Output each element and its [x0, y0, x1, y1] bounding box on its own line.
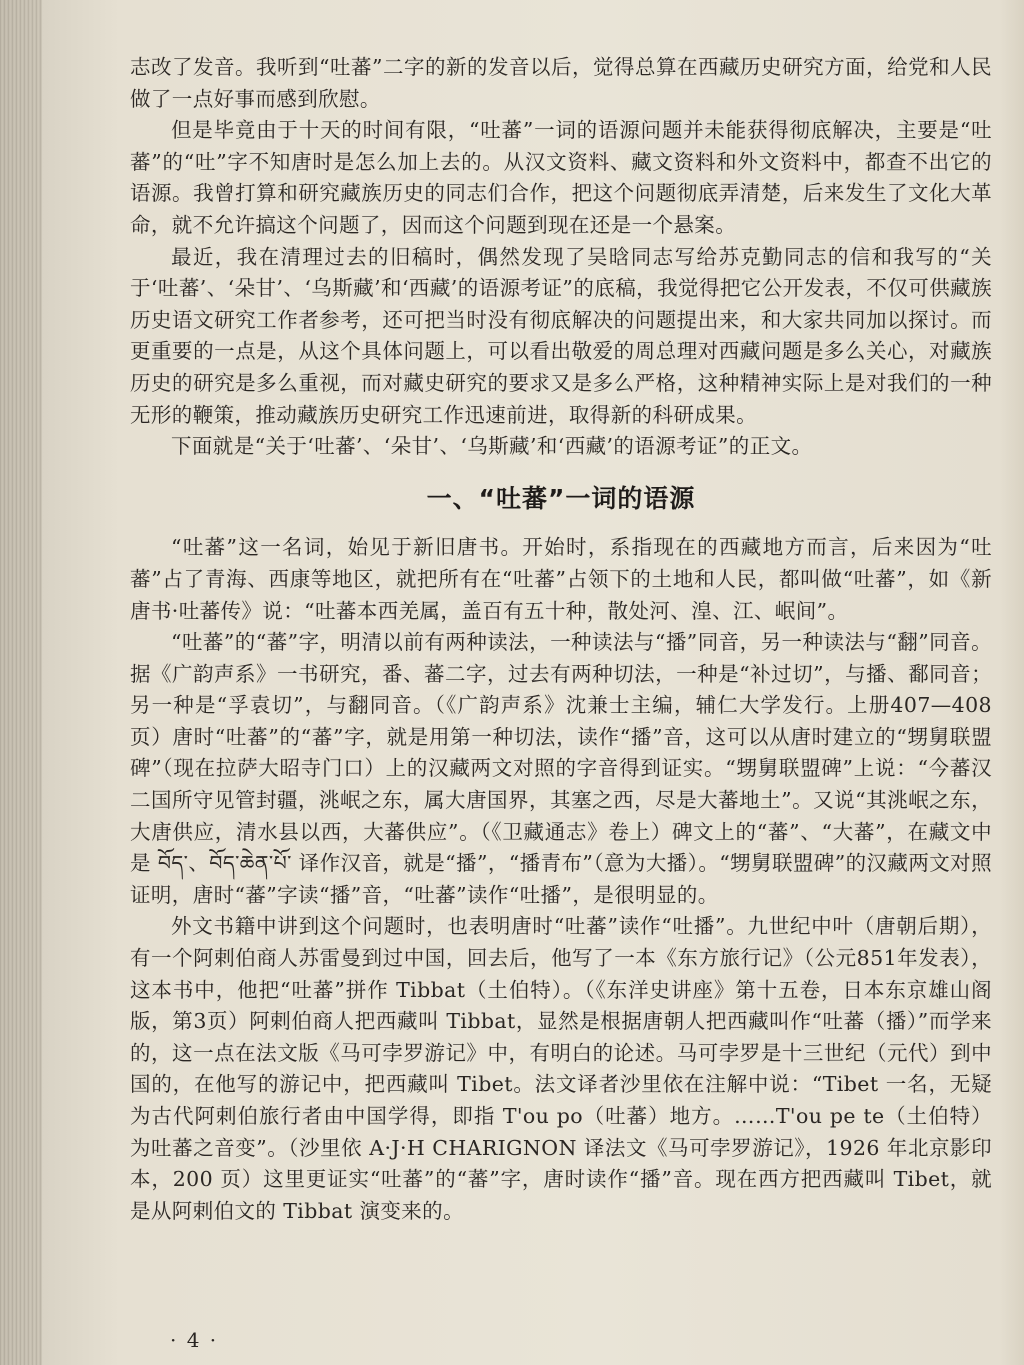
page-text-block	[130, 52, 992, 1227]
section-paragraph-2: “吐蕃”的“蕃”字，明清以前有两种读法，一种读法与“播”同音，另一种读法与“翻”同音。据《广韵声系》一书研究，番、蕃二字，过去有两种切法，一种是“补过切”，与播、鄱同音；另一种是“孚袁切”，与翻同音。（《广韵声系》沈兼士主编，辅仁大学发行。上册407—408页）唐时“吐蕃”的“蕃”字，就是用第一种切法，读作“播”音，这可以从唐时建立的“甥舅联盟碑”（现在拉萨大昭寺门口）上的汉藏两文对照的字音得到证实。“甥舅联盟碑”上说：“今蕃汉二国所守见管封疆，洮岷之东，属大唐国界，其塞之西，尽是大蕃地土”。又说“其洮岷之东，大唐供应，清水县以西，大蕃供应”。（《卫藏通志》卷上）碑文上的“蕃”、“大蕃”，在藏文中是 བོད་、བོད་ཆེན་པོ་ 译作汉音，就是“播”，“播青布”（意为大播）。“甥舅联盟碑”的汉藏两文对照证明，唐时“蕃”字读“播”音，“吐蕃”读作“吐播”，是很明显的。	[130, 630, 992, 907]
intro-paragraph-1: 但是毕竟由于十天的时间有限，“吐蕃”一词的语源问题并未能获得彻底解决，主要是“吐蕃”的“吐”字不知唐时是怎么加上去的。从汉文资料、藏文资料和外文资料中，都查不出它的语源。我曾打算和研究藏族历史的同志们合作，把这个问题彻底弄清楚，后来发生了文化大革命，就不允许搞这个问题了，因而这个问题到现在还是一个悬案。	[130, 118, 992, 237]
section-paragraph-3: 外文书籍中讲到这个问题时，也表明唐时“吐蕃”读作“吐播”。九世纪中叶（唐朝后期），有一个阿剌伯商人苏雷曼到过中国，回去后，他写了一本《东方旅行记》（公元851年发表），这本书中，他把“吐蕃”拼作 Tibbat（土伯特）。（《东洋史讲座》第十五卷，日本东京雄山阁版，第3页）阿剌伯商人把西藏叫 Tibbat，显然是根据唐朝人把西藏叫作“吐蕃（播）”而学来的，这一点在法文版《马可孛罗游记》中，有明白的论述。马可孛罗是十三世纪（元代）到中国的，在他写的游记中，把西藏叫 Tibet。法文译者沙里依在注解中说：“Tibet 一名，无疑为古代阿剌伯旅行者由中国学得，即指 T'ou po（吐蕃）地方。……T'ou pe te（土伯特）为吐蕃之音变”。（沙里依 A·J·H CHARIGNON 译法文《马可孛罗游记》，1926 年北京影印本，200 页）这里更证实“吐蕃”的“蕃”字，唐时读作“播”音。现在西方把西藏叫 Tibet，就是从阿剌伯文的 Tibbat 演变来的。	[130, 914, 992, 1223]
section-paragraph-1: “吐蕃”这一名词，始见于新旧唐书。开始时，系指现在的西藏地方而言，后来因为“吐蕃”占了青海、西康等地区，就把所有在“吐蕃”占领下的土地和人民，都叫做“吐蕃”，如《新唐书·吐蕃传》说：“吐蕃本西羌属，盖百有五十种，散处河、湟、江、岷间”。	[130, 535, 992, 623]
intro-paragraph-3: 下面就是“关于‘吐蕃’、‘朵甘’、‘乌斯藏’和‘西藏’的语源考证”的正文。	[171, 434, 813, 459]
page-stack-edge	[0, 0, 42, 1365]
page-number: · 4 ·	[170, 1328, 219, 1352]
section-heading: 一、“吐蕃”一词的语源	[426, 483, 696, 513]
intro-paragraph-2: 最近，我在清理过去的旧稿时，偶然发现了吴晗同志写给苏克勤同志的信和我写的“关于‘吐蕃’、‘朵甘’、‘乌斯藏’和‘西藏’的语源考证”的底稿，我觉得把它公开发表，不仅可供藏族历史语文研究工作者参考，还可把当时没有彻底解决的问题提出来，和大家共同加以探讨。而更重要的一点是，从这个具体问题上，可以看出敬爱的周总理对西藏问题是多么关心，对藏族历史的研究是多么重视，而对藏史研究的要求又是多么严格，这种精神实际上是对我们的一种无形的鞭策，推动藏族历史研究工作迅速前进，取得新的科研成果。	[130, 244, 992, 427]
continuation-paragraph: 志改了发音。我听到“吐蕃”二字的新的发音以后，觉得总算在西藏历史研究方面，给党和人民做了一点好事而感到欣慰。	[130, 55, 992, 111]
